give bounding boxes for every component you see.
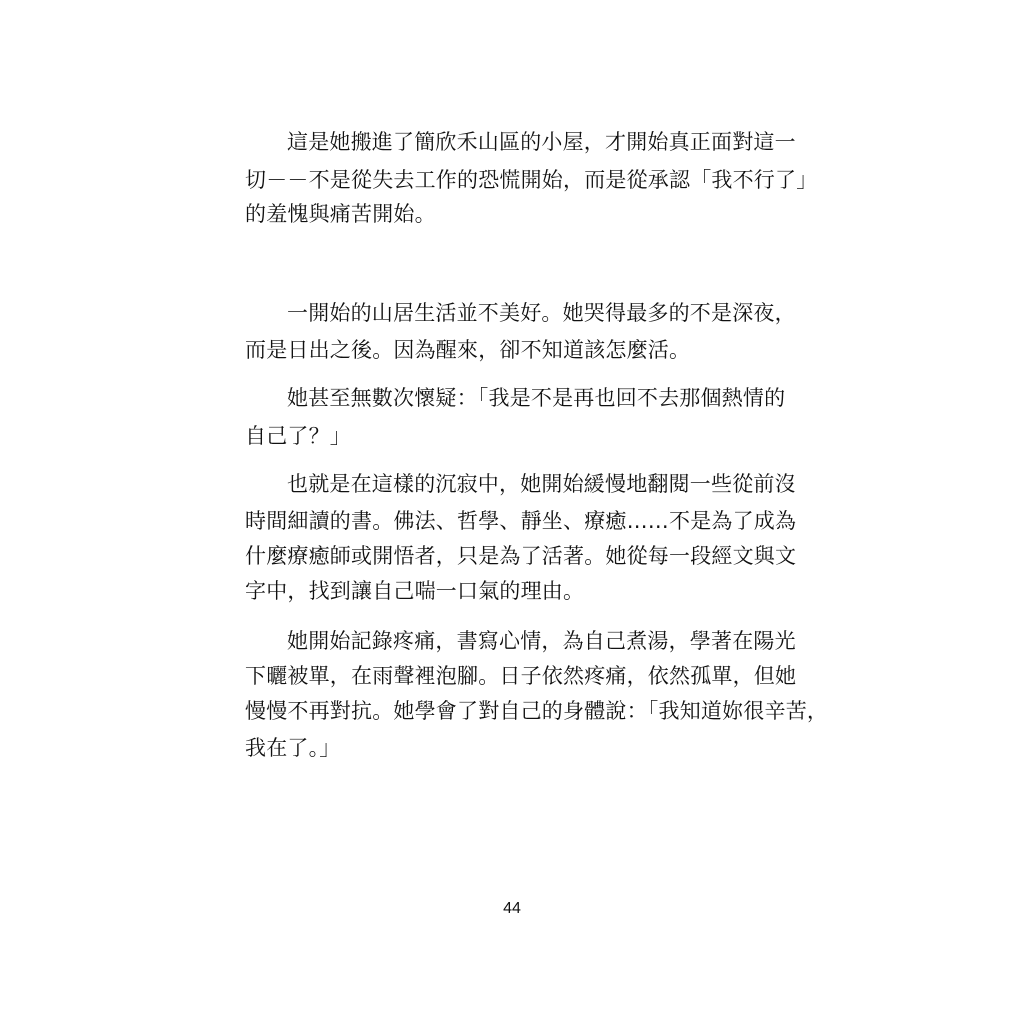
paragraph-5-line-1: 她開始記錄疼痛，書寫心情，為自己煮湯，學著在陽光 <box>287 629 796 653</box>
paragraph-4-line-1: 也就是在這樣的沉寂中，她開始緩慢地翻閱一些從前沒 <box>287 472 796 496</box>
paragraph-5-line-3: 慢慢不再對抗。她學會了對自己的身體說：「我知道妳很辛苦， <box>245 699 829 723</box>
paragraph-2-line-1: 一開始的山居生活並不美好。她哭得最多的不是深夜， <box>287 301 796 325</box>
paragraph-1-line-2: 切－－不是從失去工作的恐慌開始，而是從承認「我不行了」 <box>245 168 818 192</box>
paragraph-4-line-4: 字中，找到讓自己喘一口氣的理由。 <box>245 579 585 603</box>
paragraph-4-line-3: 什麼療癒師或開悟者，只是為了活著。她從每一段經文與文 <box>245 544 797 568</box>
paragraph-2-line-2: 而是日出之後。因為醒來，卻不知道該怎麼活。 <box>245 338 691 362</box>
paragraph-5-line-4: 我在了。」 <box>245 736 341 760</box>
paragraph-4-line-2: 時間細讀的書。佛法、哲學、靜坐、療癒……不是為了成為 <box>245 509 797 533</box>
paragraph-3-line-1: 她甚至無數次懷疑：「我是不是再也回不去那個熱情的 <box>287 386 786 410</box>
page-number: 44 <box>503 900 521 917</box>
paragraph-5-line-2: 下曬被單，在雨聲裡泡腳。日子依然疼痛，依然孤單，但她 <box>245 664 797 688</box>
paragraph-1-line-1: 這是她搬進了簡欣禾山區的小屋，才開始真正面對這一 <box>287 130 796 154</box>
paragraph-1-line-3: 的羞愧與痛苦開始。 <box>245 202 436 226</box>
paragraph-3-line-2: 自己了？」 <box>245 424 351 448</box>
